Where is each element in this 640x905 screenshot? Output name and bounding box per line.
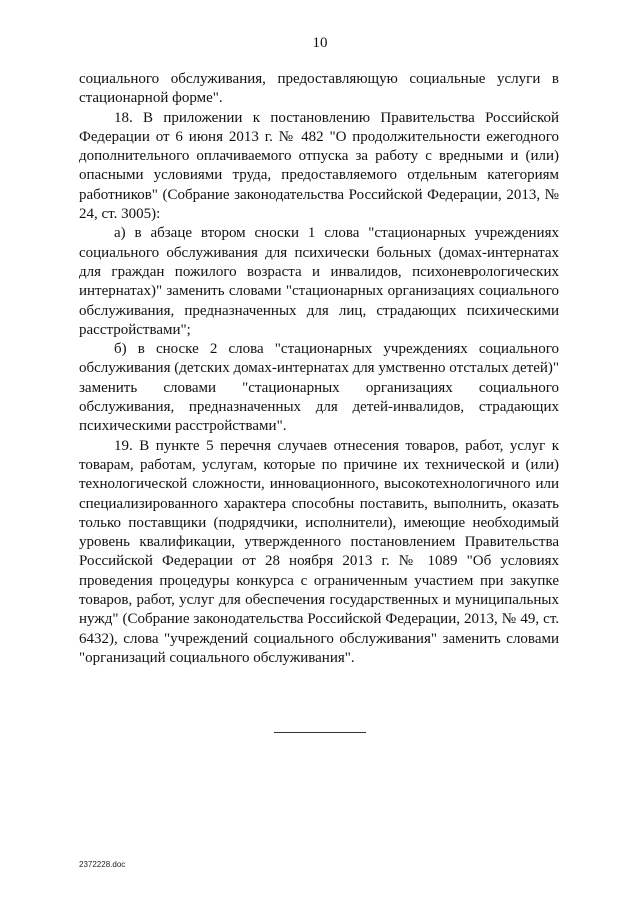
document-body [79, 70, 559, 668]
paragraph-item-19: 19. В пункте 5 перечня случаев отнесения товаров, работ, услуг к товарам, работам, услугам, которые по причине их технической и (или) технологической сложности, инновационного, высокотехнологичного или специализированного характера способны поставить, выполнить, оказать только поставщики (подрядчики, исполнители), имеющие необходимый уровень квалификации, утвержденного постановлением Правительства Российской Федерации от 28 ноября 2013 г. № 1089 "Об условиях проведения процедуры конкурса с ограниченным участием при закупке товаров, работ, услуг для обеспечения государственных и муниципальных нужд" (Собрание законодательства Российской Федерации, 2013, № 49, ст. 6432), слова "учреждений социального обслуживания" заменить словами "организаций социального обслуживания". [79, 437, 559, 666]
page-number: 10 [312, 35, 328, 51]
end-divider [274, 732, 366, 733]
paragraph-subitem-a: а) в абзаце втором сноски 1 слова "стационарных учреждениях социального обслуживания для психически больных (домах-интернатах для граждан пожилого возраста и инвалидов, психоневрологических интернатах)" заменить словами "стационарных организациях социального обслуживания, предназначенных для лиц, страдающих психическими расстройствами"; [79, 225, 559, 338]
document-file-id: 2372228.doc [79, 860, 126, 869]
paragraph-subitem-b: б) в сноске 2 слова "стационарных учреждениях социального обслуживания (детских домах-интернатах для умственно отсталых детей)" заменить словами "стационарных организациях социального обслуживания, предназначенных для детей-инвалидов, страдающих психическими расстройствами". [79, 341, 559, 435]
paragraph-item-18: 18. В приложении к постановлению Правительства Российской Федерации от 6 июня 2013 г. № 482 "О продолжительности ежегодного дополнительного оплачиваемого отпуска за работу с вредными и (или) опасными условиями труда, предоставляемого отдельным категориям работников" (Собрание законодательства Российской Федерации, 2013, № 24, ст. 3005): [79, 109, 559, 223]
paragraph-continuation: социального обслуживания, предоставляющую социальные услуги в стационарной форме". [79, 71, 559, 107]
